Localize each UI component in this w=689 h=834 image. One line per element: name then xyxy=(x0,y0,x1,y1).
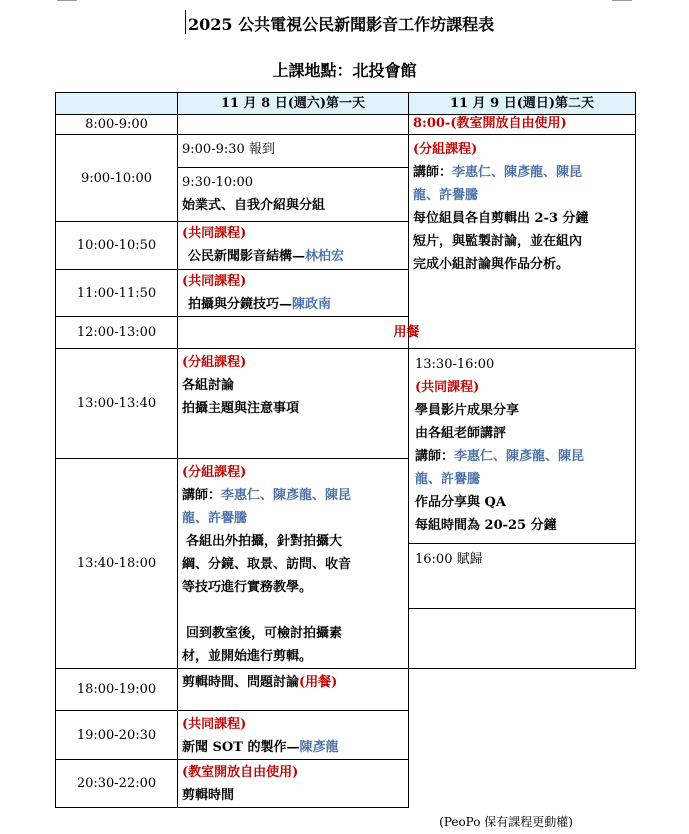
discussion-line: 各組討論 xyxy=(182,378,235,393)
meal-tag: (用餐) xyxy=(299,675,338,690)
table-row xyxy=(56,669,636,711)
speaker-name: 陳彥龍 xyxy=(299,740,339,755)
header-day1: 11 月 8 日(週六)第一天 xyxy=(178,93,409,115)
time-cell: 18:00-19:00 xyxy=(56,669,178,711)
group-course-tag: (分組課程) xyxy=(182,355,247,370)
day1-editing-cell xyxy=(178,669,409,711)
speaker-name: 林柏宏 xyxy=(305,249,345,264)
opening-time: 9:30-10:00 xyxy=(182,175,254,190)
editing-line: 回到教室後，可檢討拍攝素 xyxy=(186,626,343,641)
table-row xyxy=(56,135,636,168)
lecturer-names-cont: 龍、許譽騰 xyxy=(415,472,481,487)
day2-desc-line: 完成小組討論與作品分析。 xyxy=(413,257,570,272)
day2-desc-line: 短片，與監製討論，並在組內 xyxy=(413,234,583,249)
day1-open-room-cell xyxy=(178,760,409,808)
lecturer-label: 講師： xyxy=(182,488,222,503)
lecturer-names: 李惠仁、陳彥龍、陳昆 xyxy=(452,165,583,180)
text-cursor xyxy=(185,10,186,34)
day1-sot-cell xyxy=(178,711,409,760)
outdoor-line: 各組出外拍攝，針對拍攝大 xyxy=(186,534,343,549)
common-course-tag: (共同課程) xyxy=(415,380,480,395)
speaker-name: 陳政南 xyxy=(292,297,332,312)
showcase-block xyxy=(409,349,635,544)
day2-open-cell xyxy=(409,115,636,135)
time-cell: 12:00-13:00 xyxy=(56,317,178,349)
day1-discussion-cell xyxy=(178,349,409,459)
time-cell: 9:00-10:00 xyxy=(56,135,178,222)
time-cell: 13:40-18:00 xyxy=(56,459,178,669)
showcase-line: 每組時間為 20-25 分鐘 xyxy=(415,518,557,533)
lecturer-label: 講師： xyxy=(415,449,455,464)
common-course-tag: (共同課程) xyxy=(182,226,247,241)
day2-blank-cell xyxy=(409,669,636,711)
dismissal-label: 16:00 賦歸 xyxy=(415,552,483,567)
showcase-time: 13:30-16:00 xyxy=(415,357,495,372)
table-row xyxy=(56,317,636,349)
editing-line: 材，並開始進行剪輯。 xyxy=(182,649,313,664)
schedule-table xyxy=(55,92,636,808)
editing-text: 剪輯時間、問題討論 xyxy=(182,675,300,690)
day1-shooting-cell xyxy=(178,270,409,317)
lecturer-names: 李惠仁、陳彥龍、陳昆 xyxy=(454,449,585,464)
day2-blank-cell xyxy=(409,760,636,808)
dismissal-block xyxy=(409,544,635,609)
table-row xyxy=(56,349,636,459)
discussion-line: 拍攝主題與注意事項 xyxy=(182,401,300,416)
common-course-tag: (共同課程) xyxy=(182,717,247,732)
course-title: 公民新聞影音結構— xyxy=(188,249,306,264)
day1-structure-cell xyxy=(178,222,409,270)
table-row xyxy=(56,711,636,760)
common-course-tag: (共同課程) xyxy=(182,274,247,289)
header-time-column xyxy=(56,93,178,115)
page-title: 2025 公共電視公民新聞影音工作坊課程表 xyxy=(188,15,495,34)
lecturer-names-cont: 龍、許譽騰 xyxy=(182,511,248,526)
footer-note: (PeoPo 保有課程更動權) xyxy=(439,815,573,829)
top-rule-left xyxy=(57,0,77,1)
lecturer-names: 李惠仁、陳彥龍、陳昆 xyxy=(221,488,352,503)
lecturer-label: 講師： xyxy=(413,165,453,180)
time-cell: 13:00-13:40 xyxy=(56,349,178,459)
table-row xyxy=(56,760,636,808)
open-room-tag: (教室開放自由使用) xyxy=(182,765,299,780)
time-cell: 10:00-10:50 xyxy=(56,222,178,270)
showcase-line: 學員影片成果分享 xyxy=(415,403,520,418)
day2-group-tag: (分組課程) xyxy=(413,142,478,157)
day2-desc-line: 每位組員各自剪輯出 2-3 分鐘 xyxy=(413,211,589,226)
top-rule-right xyxy=(612,0,632,1)
checkin-label: 9:00-9:30 報到 xyxy=(182,142,275,157)
time-cell: 19:00-20:30 xyxy=(56,711,178,760)
location-subtitle: 上課地點：北投會館 xyxy=(272,61,417,80)
header-row xyxy=(56,93,636,115)
opening-text: 始業式、自我介紹與分組 xyxy=(182,198,326,213)
editing-time: 剪輯時間 xyxy=(182,788,235,803)
course-title: 拍攝與分鏡技巧— xyxy=(188,297,293,312)
day1-empty-cell xyxy=(178,115,409,135)
day2-showcase-cell xyxy=(409,349,636,669)
time-cell: 20:30-22:00 xyxy=(56,760,178,808)
header-day2: 11 月 9 日(週日)第二天 xyxy=(409,93,636,115)
day2-blank-cell xyxy=(409,711,636,760)
day1-checkin-cell xyxy=(178,135,409,168)
lunch-cell xyxy=(178,317,636,349)
lecturer-names-cont: 龍、許譽騰 xyxy=(413,188,479,203)
day2-open-label: 8:00-(教室開放自由使用) xyxy=(413,116,567,131)
day1-opening-cell xyxy=(178,168,409,222)
day1-outdoor-cell xyxy=(178,459,409,669)
table-row xyxy=(56,115,636,135)
course-title: 新聞 SOT 的製作— xyxy=(182,740,300,755)
outdoor-line: 綱、分鏡、取景、訪問、收音 xyxy=(182,557,352,572)
showcase-line: 由各組老師講評 xyxy=(415,426,507,441)
lunch-label: 用餐 xyxy=(393,325,420,340)
time-cell: 8:00-9:00 xyxy=(56,115,178,135)
outdoor-line: 等技巧進行實務教學。 xyxy=(182,580,313,595)
group-course-tag: (分組課程) xyxy=(182,465,247,480)
time-cell: 11:00-11:50 xyxy=(56,270,178,317)
showcase-line: 作品分享與 QA xyxy=(415,495,506,510)
